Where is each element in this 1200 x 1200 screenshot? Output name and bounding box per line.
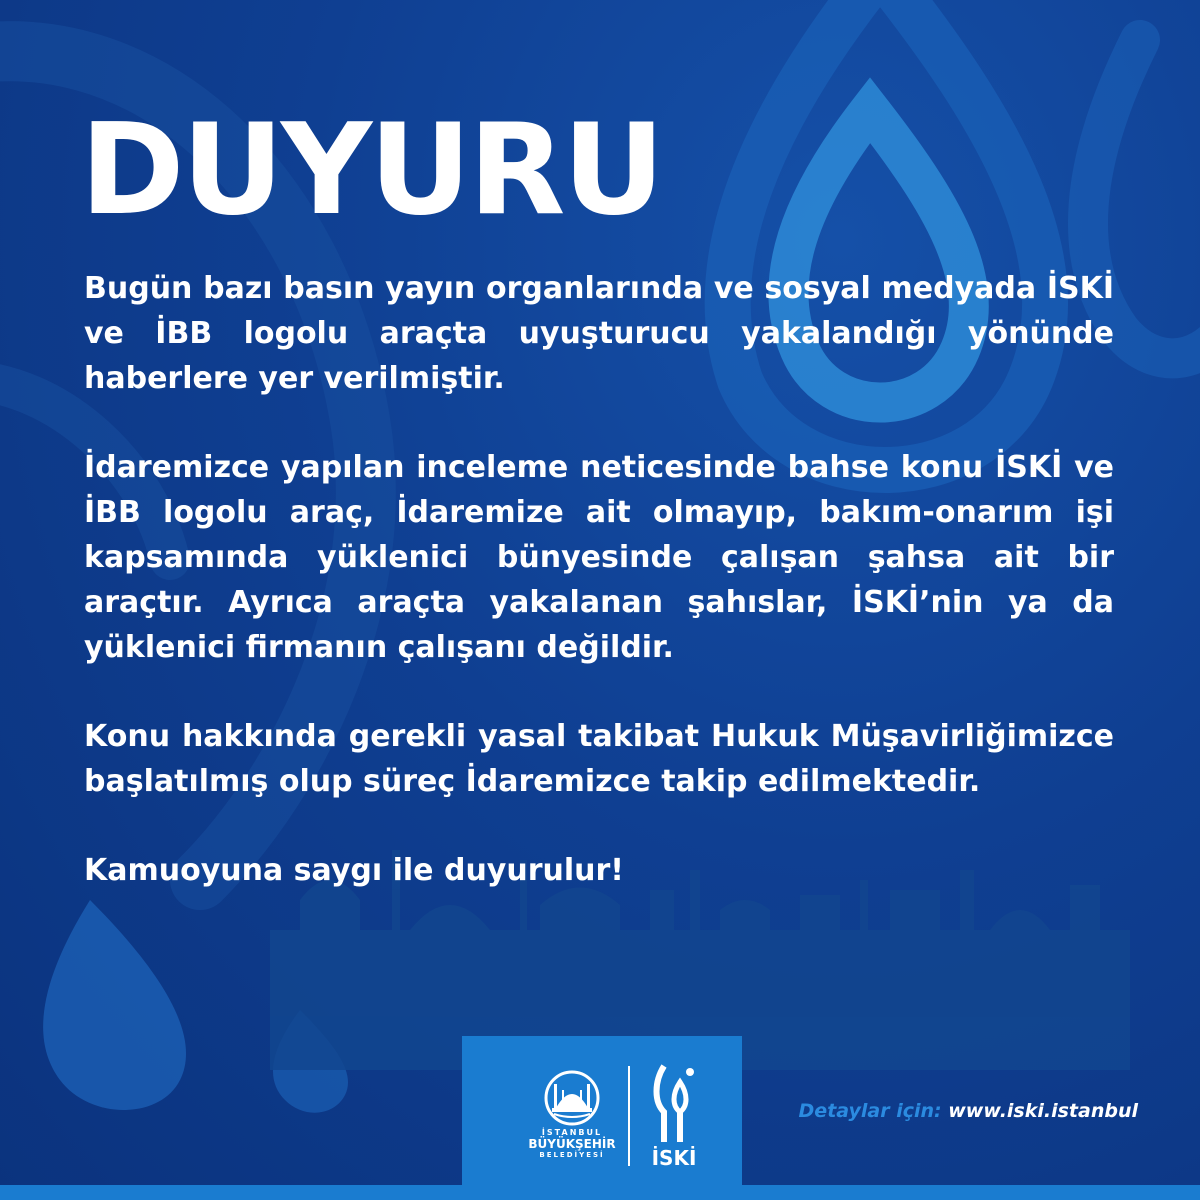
logo-divider	[628, 1066, 630, 1166]
details-label: Detaylar için:	[798, 1100, 942, 1122]
closing-line: Kamuoyuna saygı ile duyurulur!	[84, 853, 624, 888]
paragraph: Konu hakkında gerekli yasal takibat Hukuk Müşavirliğimizce başlatılmış olup süreç İdaremizce takip edilmektedir.	[84, 719, 1114, 799]
ibb-emblem-icon	[542, 1066, 602, 1126]
ibb-logo	[512, 1066, 632, 1176]
ibb-logo-line1: İSTANBUL	[541, 1128, 603, 1137]
bottom-bar	[0, 1185, 1200, 1200]
details-url[interactable]: www.iski.istanbul	[948, 1100, 1138, 1122]
page-title: DUYURU	[80, 96, 662, 243]
details-link-text	[799, 1100, 1138, 1122]
iski-logo	[646, 1062, 702, 1178]
iski-logo-word: İSKİ	[651, 1146, 697, 1170]
paragraph: İdaremizce yapılan inceleme neticesinde bahse konu İSKİ ve İBB logolu araç, İdaremize ait olmayıp, bakım-onarım işi kapsamında yüklenici bünyesinde çalışan şahsa ait bir araçtır. Ayrıca araçta yakalanan şahıslar, İSKİ’nin ya da yüklenici firmanın çalışanı değildir.	[84, 450, 1114, 665]
announcement-body	[84, 266, 1114, 937]
logo-panel	[462, 1036, 742, 1186]
ibb-logo-line3: BELEDİYESİ	[539, 1151, 605, 1159]
paragraph: Bugün bazı basın yayın organlarında ve sosyal medyada İSKİ ve İBB logolu araçta uyuşturucu yakalandığı yönünde haberlere yer verilmiştir.	[84, 271, 1114, 396]
iski-drop-icon	[650, 1062, 698, 1146]
ibb-logo-line2: BÜYÜKŞEHİR	[528, 1137, 616, 1151]
